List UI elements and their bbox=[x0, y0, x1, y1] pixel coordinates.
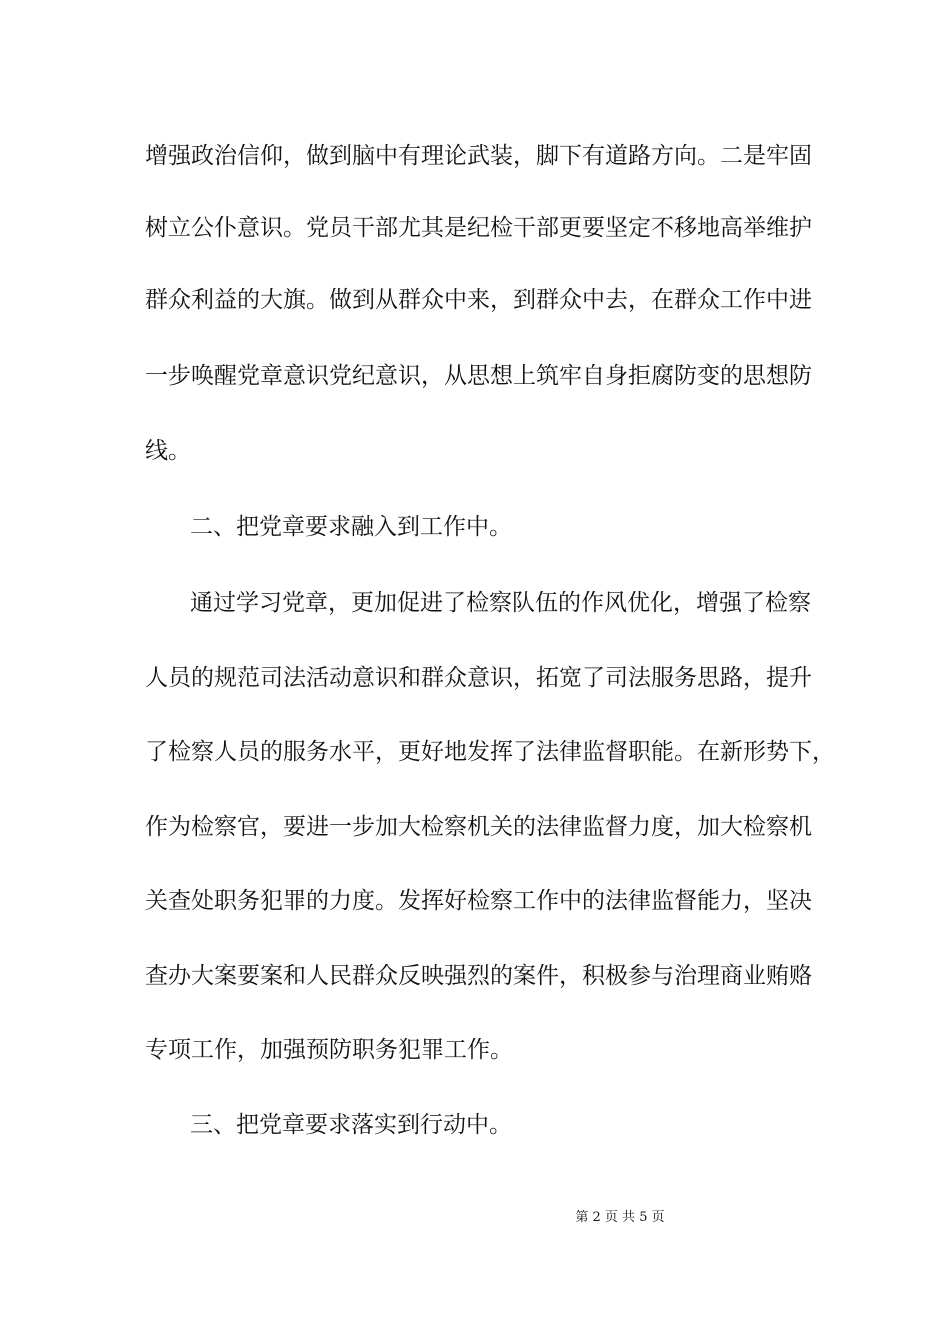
paragraph-2-line-4: 作为检察官，要进一步加大检察机关的法律监督力度，加大检察机 bbox=[145, 814, 812, 840]
paragraph-2-line-3: 了检察人员的服务水平，更好地发挥了法律监督职能。在新形势下， bbox=[145, 739, 835, 765]
paragraph-1-line-4: 一步唤醒党章意识党纪意识，从思想上筑牢自身拒腐防变的思想防 bbox=[145, 363, 812, 389]
paragraph-2-line-2: 人员的规范司法活动意识和群众意识，拓宽了司法服务思路，提升 bbox=[145, 665, 812, 691]
paragraph-1-line-5: 线。 bbox=[145, 438, 191, 464]
paragraph-2-line-1: 通过学习党章，更加促进了检察队伍的作风优化，增强了检察 bbox=[190, 590, 811, 616]
paragraph-1-line-3: 群众利益的大旗。做到从群众中来，到群众中去，在群众工作中进 bbox=[145, 287, 812, 313]
section-heading-3: 三、把党章要求落实到行动中。 bbox=[190, 1112, 512, 1138]
paragraph-2-line-6: 查办大案要案和人民群众反映强烈的案件，积极参与治理商业贿赂 bbox=[145, 963, 812, 989]
page-number: 第 2 页 共 5 页 bbox=[575, 1210, 665, 1225]
paragraph-1-line-1: 增强政治信仰，做到脑中有理论武装，脚下有道路方向。二是牢固 bbox=[145, 143, 812, 169]
paragraph-1-line-2: 树立公仆意识。党员干部尤其是纪检干部更要坚定不移地高举维护 bbox=[145, 215, 812, 241]
paragraph-2-line-5: 关查处职务犯罪的力度。发挥好检察工作中的法律监督能力，坚决 bbox=[145, 888, 812, 914]
section-heading-2: 二、把党章要求融入到工作中。 bbox=[190, 514, 512, 540]
paragraph-2-line-7: 专项工作，加强预防职务犯罪工作。 bbox=[145, 1037, 513, 1063]
